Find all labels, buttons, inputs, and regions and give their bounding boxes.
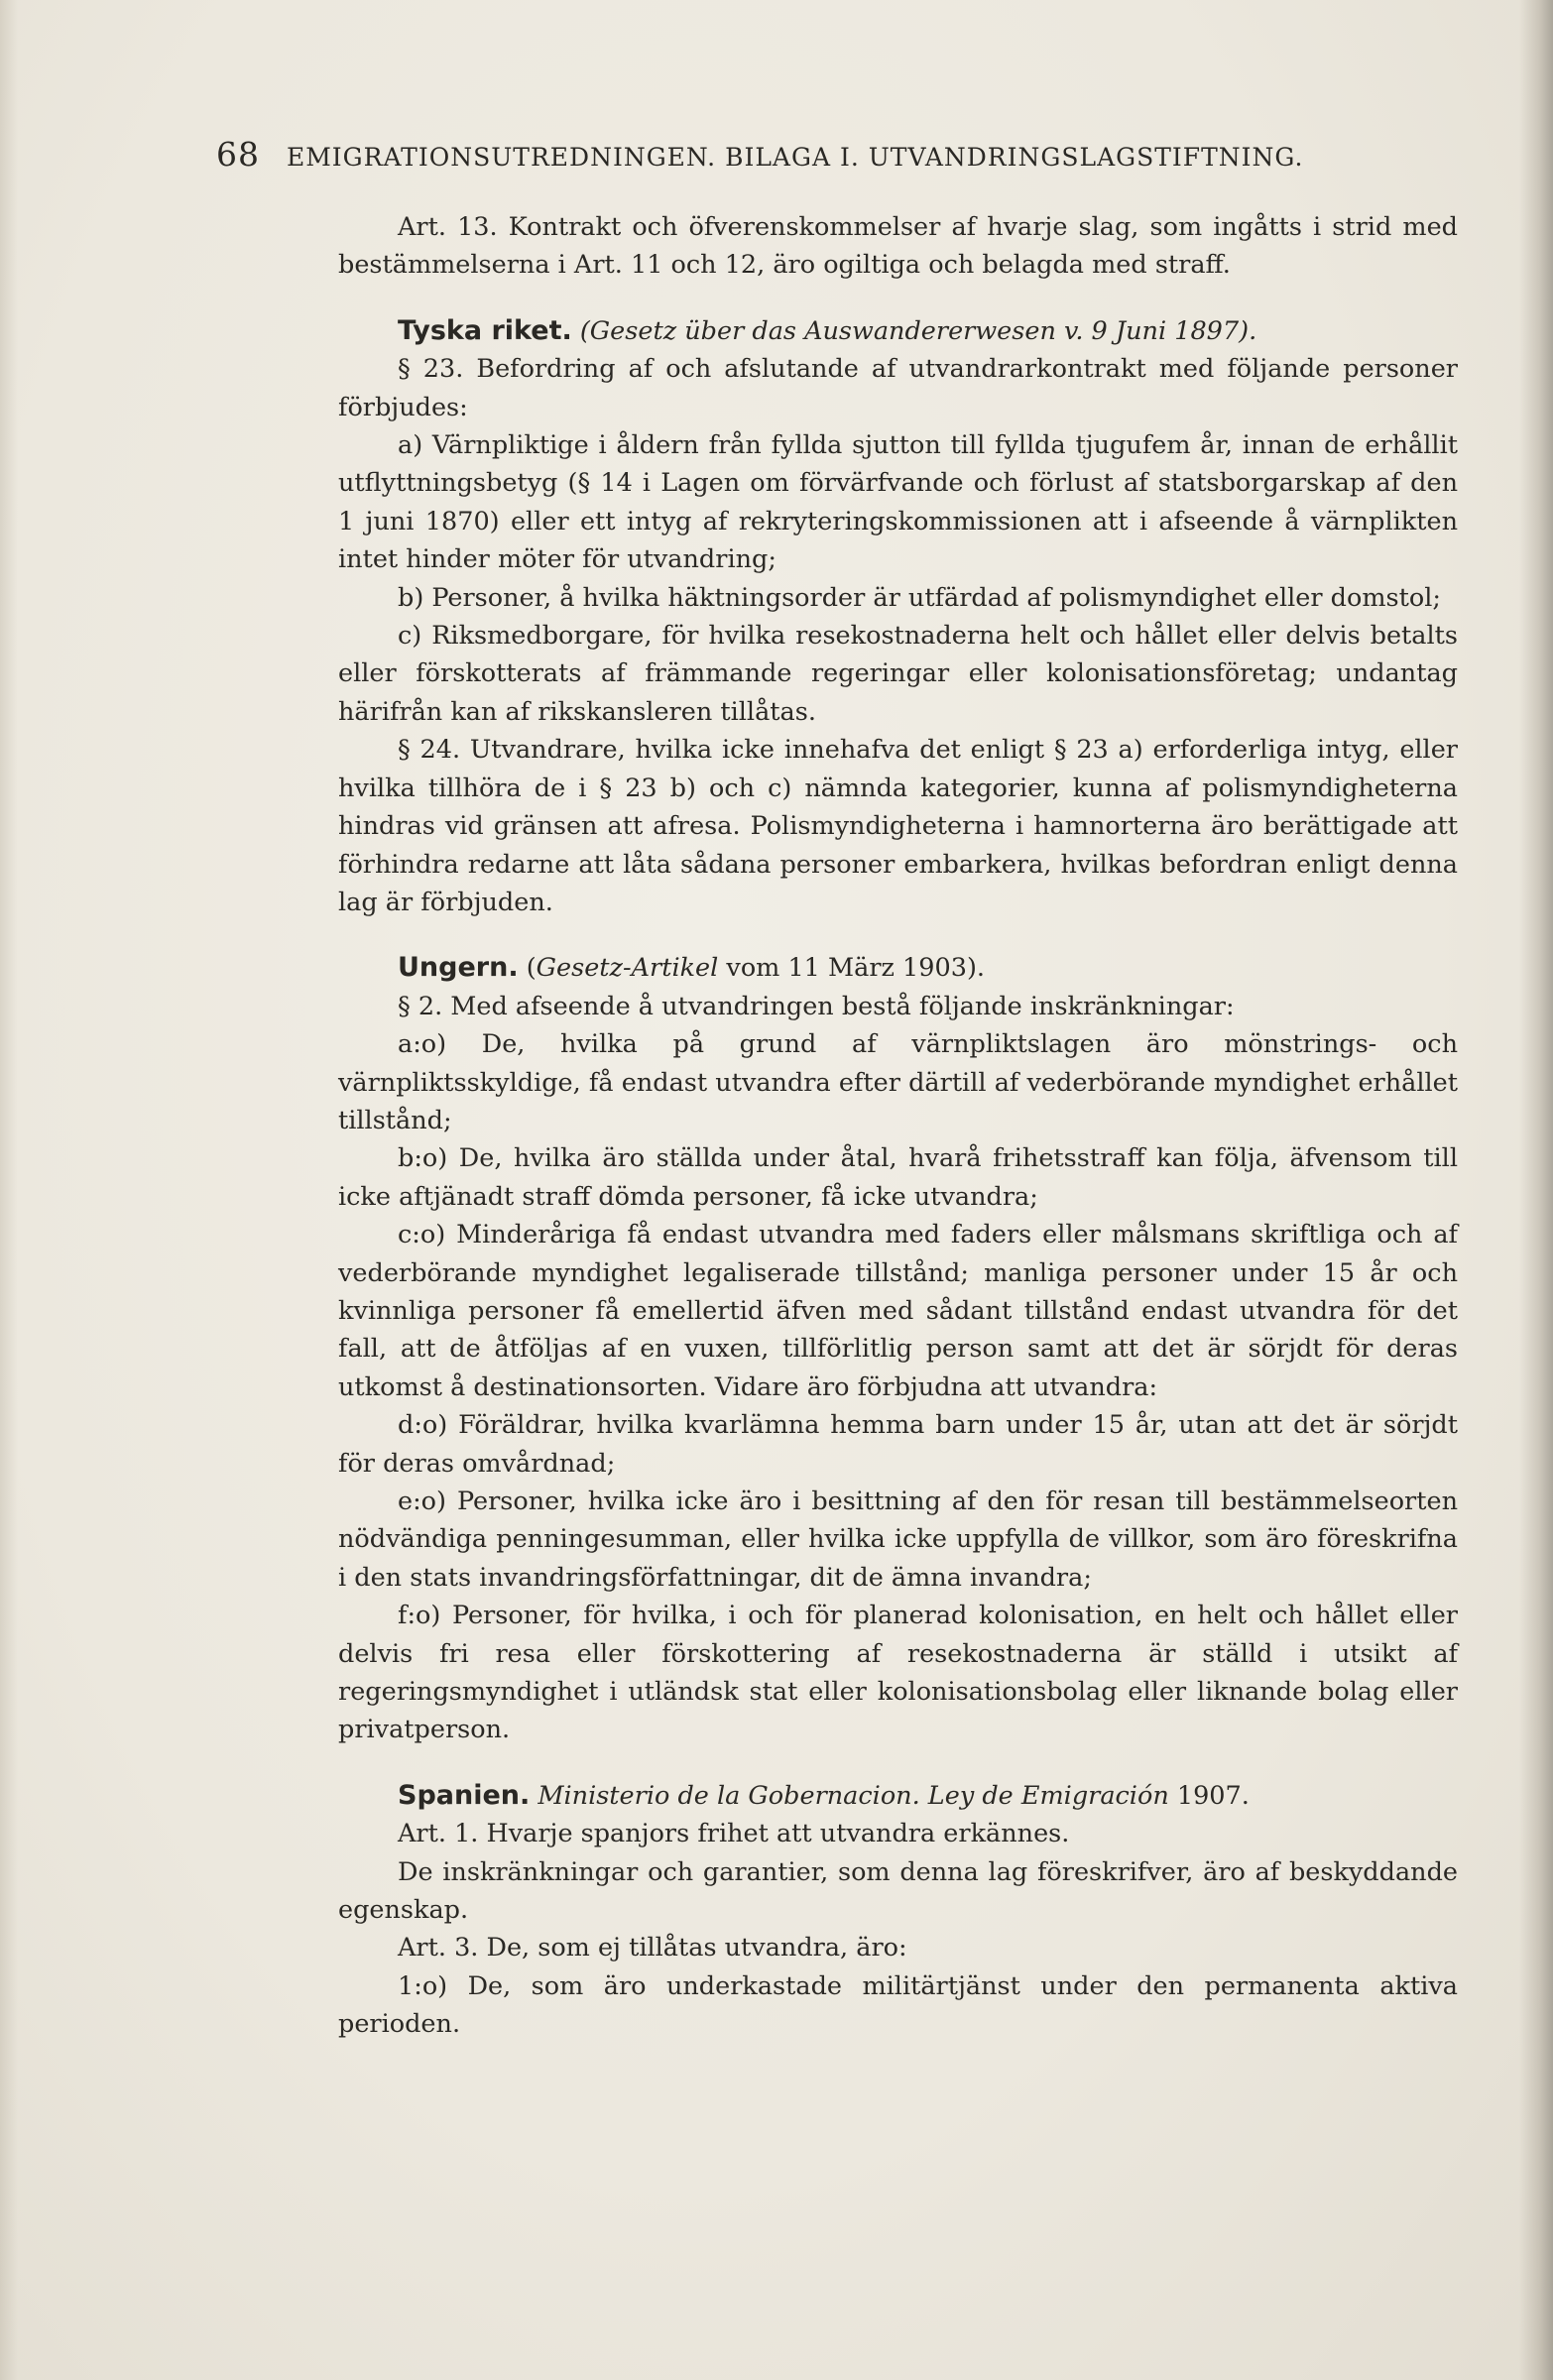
paragraph-spanien-art1: Art. 1. Hvarje spanjors frihet att utvandra erkännes. (398, 1819, 1070, 1849)
paragraph-ungern-b: b:o) De, hvilka äro ställda under åtal, hvarå frihetsstraff kan följa, äfvensom till icke aftjänadt straff dömda personer, få icke utvandra; (338, 1143, 1458, 1212)
paragraph-spanien-1: 1:o) De, som äro underkastade militärtjänst under den permanenta aktiva perioden. (338, 1970, 1458, 2040)
running-header (216, 135, 1466, 178)
paragraph-tyska-a: a) Värnpliktige i åldern från fyllda sjutton till fyllda tjugufem år, innan de erhållit utflyttningsbetyg (§ 14 i Lagen om förvärfvande och förlust af statsborgarskap af den 1 juni 1870) eller ett intyg af rekryteringskommissionen att i afseende å värnplikten intet hinder möter för utvandring; (338, 430, 1458, 575)
body-text (338, 208, 1458, 2044)
paragraph-ungern-c: c:o) Minderåriga få endast utvandra med faders eller målsmans skriftliga och af vederbörande myndighet legaliserade tillstånd; manliga personer under 15 år och kvinnliga personer få emellertid äfven med sådant tillstånd endast utvandra för det fall, att de åtföljas af en vuxen, tillförlitlig person samt att det är sörjdt för deras utkomst å destinationsorten. Vidare äro förbjudna att utvandra: (338, 1220, 1458, 1402)
paragraph-spanien-art3: Art. 3. De, som ej tillåtas utvandra, äro: (398, 1933, 907, 1964)
page-left-shadow (0, 0, 18, 2380)
source-ungern-open: ( (526, 953, 537, 984)
source-ungern-italic: Gesetz-Artikel (536, 953, 719, 984)
paragraph-tyska-b: b) Personer, å hvilka häktningsorder är utfärdad af polismyndighet eller domstol; (398, 582, 1441, 613)
country-title-ungern: Ungern. (398, 952, 519, 984)
running-title: EMIGRATIONSUTREDNINGEN. BILAGA I. UTVANDRINGSLAGSTIFTNING. (286, 143, 1304, 172)
paragraph-ungern-e: e:o) Personer, hvilka icke äro i besittning af den för resan till bestämmelseorten nödvändiga penningesumman, eller hvilka icke uppfylla de villkor, som äro föreskrifna i den stats invandringsförfattningar, dit de ämna invandra; (338, 1487, 1458, 1593)
source-spanien-italic: Ministerio de la Gobernacion. Ley de Emigración (538, 1780, 1169, 1811)
source-spanien-year: 1907. (1168, 1780, 1250, 1811)
source-ungern-rest: vom 11 März 1903). (718, 953, 986, 984)
paragraph-ungern-d: d:o) Föräldrar, hvilka kvarlämna hemma barn under 15 år, utan att det är sörjdt för deras omvårdnad; (338, 1410, 1458, 1479)
page-binding-shadow (1519, 0, 1553, 2380)
paragraph-tyska-23: § 23. Befordring af och afslutande af utvandrarkontrakt med följande personer förbjudes: (338, 354, 1458, 422)
paragraph-tyska-c: c) Riksmedborgare, för hvilka resekostnaderna helt och hållet eller delvis betalts eller förskotterats af främmande regeringar eller kolonisationsföretag; undantag härifrån kan af rikskansleren tillåtas. (338, 621, 1458, 727)
paragraph-tyska-24: § 24. Utvandrare, hvilka icke innehafva det enligt § 23 a) erforderliga intyg, eller hvilka tillhöra de i § 23 b) och c) nämnda kategorier, kunna af polismyndigheterna hindras vid gränsen att afresa. Polismyndigheterna i hamnorterna äro berättigade att förhindra redarne att låta sådana personer embarkera, hvilkas befordran enligt denna lag är förbjuden. (338, 735, 1458, 917)
source-tyska: (Gesetz über das Auswandererwesen v. 9 Juni 1897). (579, 315, 1257, 346)
country-title-spanien: Spanien. (398, 1779, 531, 1811)
paragraph-spanien-restr: De inskränkningar och garantier, som denna lag föreskrifver, äro af beskyddande egenskap. (338, 1856, 1458, 1926)
paragraph-ungern-2: § 2. Med afseende å utvandringen bestå följande inskränkningar: (398, 991, 1235, 1021)
section-heading-spanien (338, 1777, 1458, 1815)
paragraph-art13: Art. 13. Kontrakt och öfverenskommelser af hvarje slag, som ingåtts i strid med bestämmelserna i Art. 11 och 12, äro ogiltiga och belagda med straff. (338, 212, 1458, 281)
country-title-tyska: Tyska riket. (398, 314, 572, 346)
page-number: 68 (216, 135, 260, 174)
section-heading-ungern (338, 949, 1458, 987)
section-heading-tyska (338, 312, 1458, 350)
paragraph-ungern-a: a:o) De, hvilka på grund af värnpliktslagen äro mönstrings- och värnpliktsskyldige, få endast utvandra efter därtill af vederbörande myndighet erhållet tillstånd; (338, 1029, 1458, 1135)
paragraph-ungern-f: f:o) Personer, för hvilka, i och för planerad kolonisation, en helt och hållet eller delvis fri resa eller förskottering af resekostnaderna är ställd i utsikt af regeringsmyndighet i utländsk stat eller kolonisationsbolag eller liknande bolag eller privatperson. (338, 1601, 1458, 1745)
